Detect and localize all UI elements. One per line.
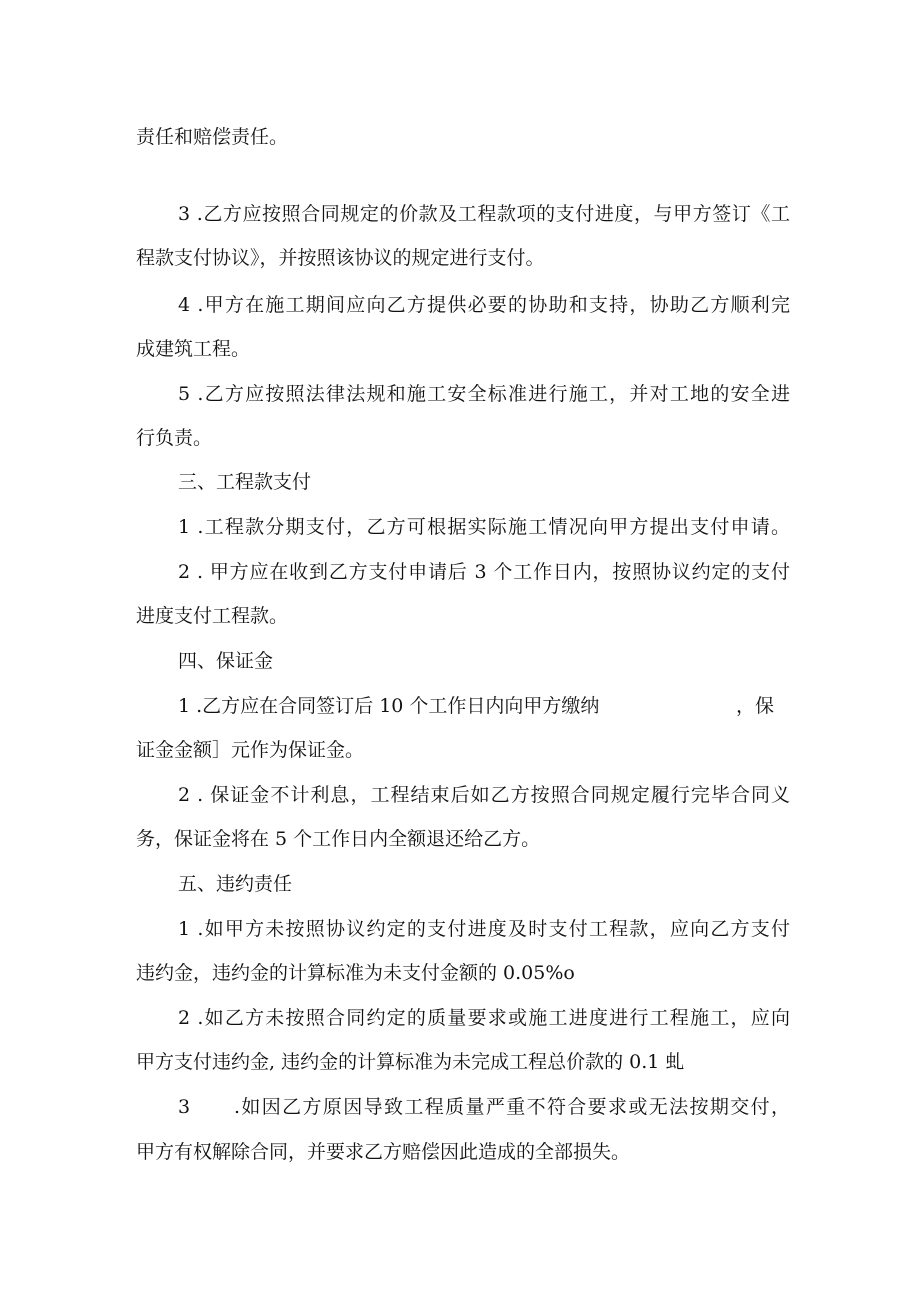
- section-heading-3: 三、工程款支付: [178, 471, 312, 493]
- payment-clause-2-line-2: 进度支付工程款。: [136, 605, 289, 627]
- deposit-clause-1-line-2: 证金金额］元作为保证金。: [136, 739, 365, 761]
- breach-clause-1-line-1: 1 .如甲方未按照协议约定的支付进度及时支付工程款，应向乙方支付: [178, 918, 790, 940]
- clause-3-line-2: 程款支付协议》，并按照该协议的规定进行支付。: [136, 247, 545, 269]
- breach-clause-2-line-1: 2 .如乙方未按照合同约定的质量要求或施工进度进行工程施工，应向: [178, 1007, 790, 1029]
- breach-clause-2-line-2: 甲方支付违约金, 违约金的计算标准为未完成工程总价款的 0.1 虬: [136, 1051, 685, 1073]
- clause-4-line-2: 成建筑工程。: [136, 338, 251, 360]
- section-heading-5: 五、违约责任: [178, 873, 293, 895]
- clause-5-line-1: 5 .乙方应按照法律法规和施工安全标准进行施工，并对工地的安全进: [178, 383, 790, 405]
- clause-5-line-2: 行负责。: [136, 427, 213, 449]
- breach-clause-1-line-2: 违约金，违约金的计算标准为未支付金额的 0.05%o: [136, 962, 575, 984]
- section-heading-4: 四、保证金: [178, 650, 274, 672]
- breach-clause-3-line-2: 甲方有权解除合同，并要求乙方赔偿因此造成的全部损失。: [136, 1141, 631, 1163]
- deposit-clause-1-line-1: 1 .乙方应在合同签订后 10 个工作日内向甲方缴纳: [178, 695, 600, 717]
- text-line: 责任和赔偿责任。: [136, 126, 289, 148]
- payment-clause-2-line-1: 2 . 甲方应在收到乙方支付申请后 3 个工作日内，按照协议约定的支付: [178, 561, 790, 583]
- deposit-clause-2-line-2: 务，保证金将在 5 个工作日内全额退还给乙方。: [136, 828, 541, 850]
- breach-clause-3-number: 3: [178, 1096, 191, 1118]
- clause-3-line-1: 3 .乙方应按照合同规定的价款及工程款项的支付进度，与甲方签订《工: [178, 203, 790, 225]
- breach-clause-3-line-1: .如因乙方原因导致工程质量严重不符合要求或无法按期交付，: [234, 1096, 790, 1118]
- deposit-clause-2-line-1: 2 . 保证金不计利息，工程结束后如乙方按照合同规定履行完毕合同义: [178, 784, 790, 806]
- clause-4-line-1: 4 .甲方在施工期间应向乙方提供必要的协助和支持，协助乙方顺利完: [178, 294, 790, 316]
- deposit-clause-1-line-1-end: ，保: [736, 695, 775, 717]
- payment-clause-1: 1 .工程款分期支付，乙方可根据实际施工情况向甲方提出支付申请。: [178, 516, 790, 538]
